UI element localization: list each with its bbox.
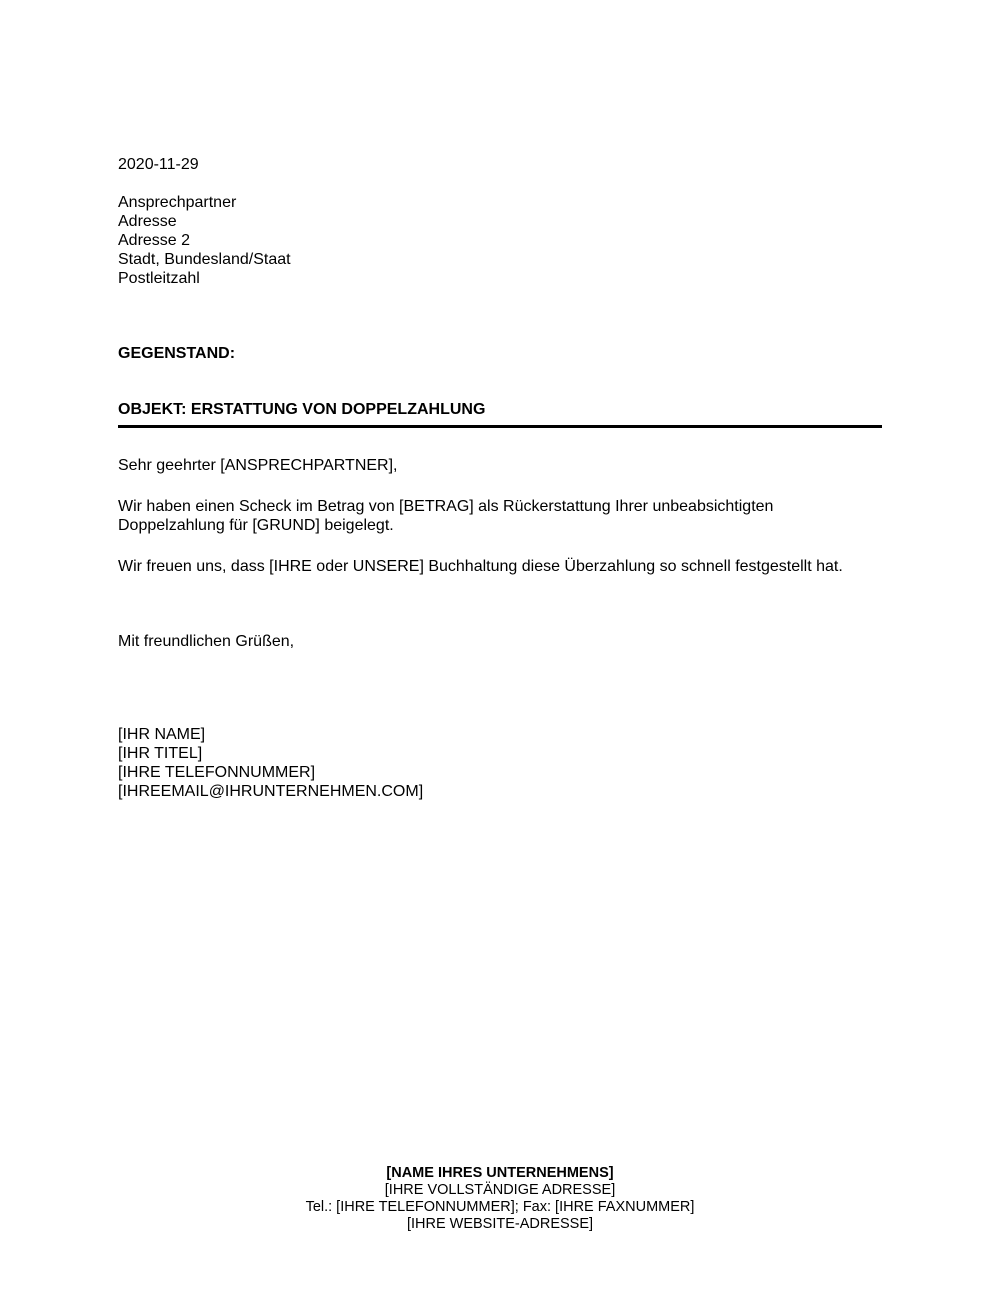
signature-name: [IHR NAME] [118,726,206,743]
object-line-text: OBJEKT: ERSTATTUNG VON DOPPELZAHLUNG [118,401,486,418]
closing-text: Mit freundlichen Grüßen, [118,633,295,650]
footer-website: [IHRE WEBSITE-ADRESSE] [406,1216,594,1232]
recipient-address-block [118,193,882,288]
recipient-address-line-2: Adresse 2 [118,232,191,249]
signature-block [118,725,882,801]
signature-email: [IHREEMAIL@IHRUNTERNEHMEN.COM] [118,783,424,800]
body-paragraph-2: Wir freuen uns, dass [IHRE oder UNSERE] Buchhaltung diese Überzahlung so schnell festgestellt hat. [118,558,843,575]
recipient-postal-code: Postleitzahl [118,270,200,287]
letter-date [118,155,882,174]
recipient-city-state: Stadt, Bundesland/Staat [118,251,291,268]
subject-label [118,344,882,363]
recipient-address-line-1: Adresse [118,213,177,230]
letterhead-footer [0,1165,1000,1233]
subject-label-text: GEGENSTAND: [118,345,236,362]
signature-phone: [IHRE TELEFONNUMMER] [118,764,316,781]
footer-address: [IHRE VOLLSTÄNDIGE ADRESSE] [384,1182,616,1198]
salutation [118,456,882,475]
body-paragraph-1: Wir haben einen Scheck im Betrag von [BETRAG] als Rückerstattung Ihrer unbeabsichtigten Doppelzahlung für [GRUND] beigelegt. [118,498,774,534]
footer-company-name: [NAME IHRES UNTERNEHMENS] [386,1165,614,1181]
subject-divider [118,425,882,428]
footer-contact-line: Tel.: [IHRE TELEFONNUMMER]; Fax: [IHRE FAXNUMMER] [305,1199,695,1215]
date-text: 2020-11-29 [118,156,199,173]
closing [118,632,882,651]
salutation-text: Sehr geehrter [ANSPRECHPARTNER], [118,457,398,474]
object-line [118,400,882,419]
recipient-contact: Ansprechpartner [118,194,237,211]
signature-title: [IHR TITEL] [118,745,203,762]
